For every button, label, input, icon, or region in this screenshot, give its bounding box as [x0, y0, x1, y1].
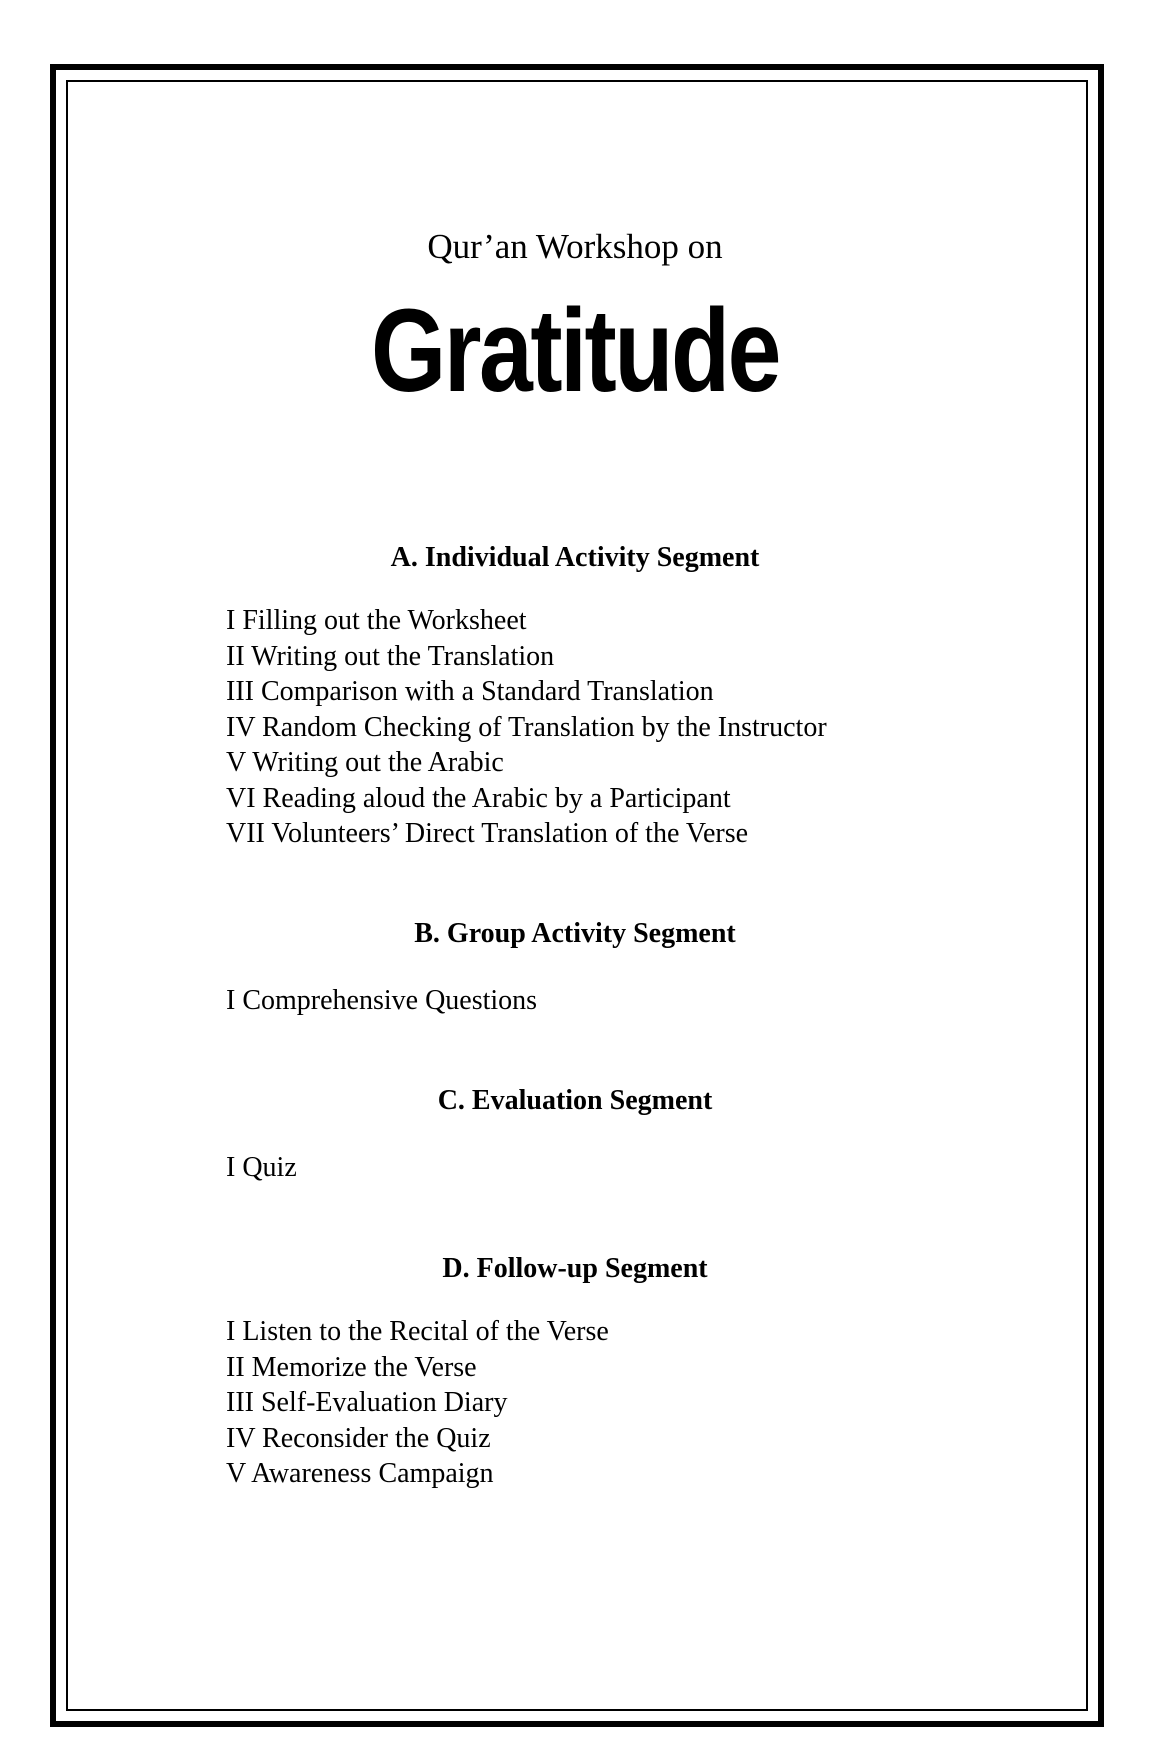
- list-item: I Quiz: [226, 1152, 297, 1183]
- list-item: VII Volunteers’ Direct Translation of the Verse: [226, 818, 749, 849]
- section-list-evaluation: [226, 1150, 297, 1186]
- section-heading-group-activity: B. Group Activity Segment: [414, 918, 736, 949]
- section-heading-individual-activity: A. Individual Activity Segment: [390, 542, 760, 573]
- list-item: V Writing out the Arabic: [226, 747, 504, 778]
- list-item: II Memorize the Verse: [226, 1351, 477, 1383]
- section-list-individual-activity: [226, 603, 827, 852]
- workshop-title: Gratitude: [371, 285, 779, 417]
- list-item: III Comparison with a Standard Translation: [226, 676, 714, 707]
- list-item: IV Random Checking of Translation by the Instructor: [226, 711, 827, 743]
- workshop-subtitle: Qur’an Workshop on: [427, 227, 723, 266]
- list-item: IV Reconsider the Quiz: [226, 1422, 491, 1454]
- section-list-follow-up: [226, 1314, 609, 1492]
- list-item: I Filling out the Worksheet: [226, 605, 527, 636]
- list-item: I Comprehensive Questions: [226, 985, 538, 1016]
- list-item: V Awareness Campaign: [226, 1458, 494, 1489]
- list-item: VI Reading aloud the Arabic by a Participant: [226, 782, 731, 814]
- list-item: III Self-Evaluation Diary: [226, 1387, 508, 1418]
- section-list-group-activity: [226, 983, 537, 1019]
- list-item: I Listen to the Recital of the Verse: [226, 1316, 609, 1347]
- section-heading-evaluation: C. Evaluation Segment: [437, 1085, 713, 1116]
- section-heading-follow-up: D. Follow-up Segment: [442, 1253, 708, 1284]
- list-item: II Writing out the Translation: [226, 640, 555, 672]
